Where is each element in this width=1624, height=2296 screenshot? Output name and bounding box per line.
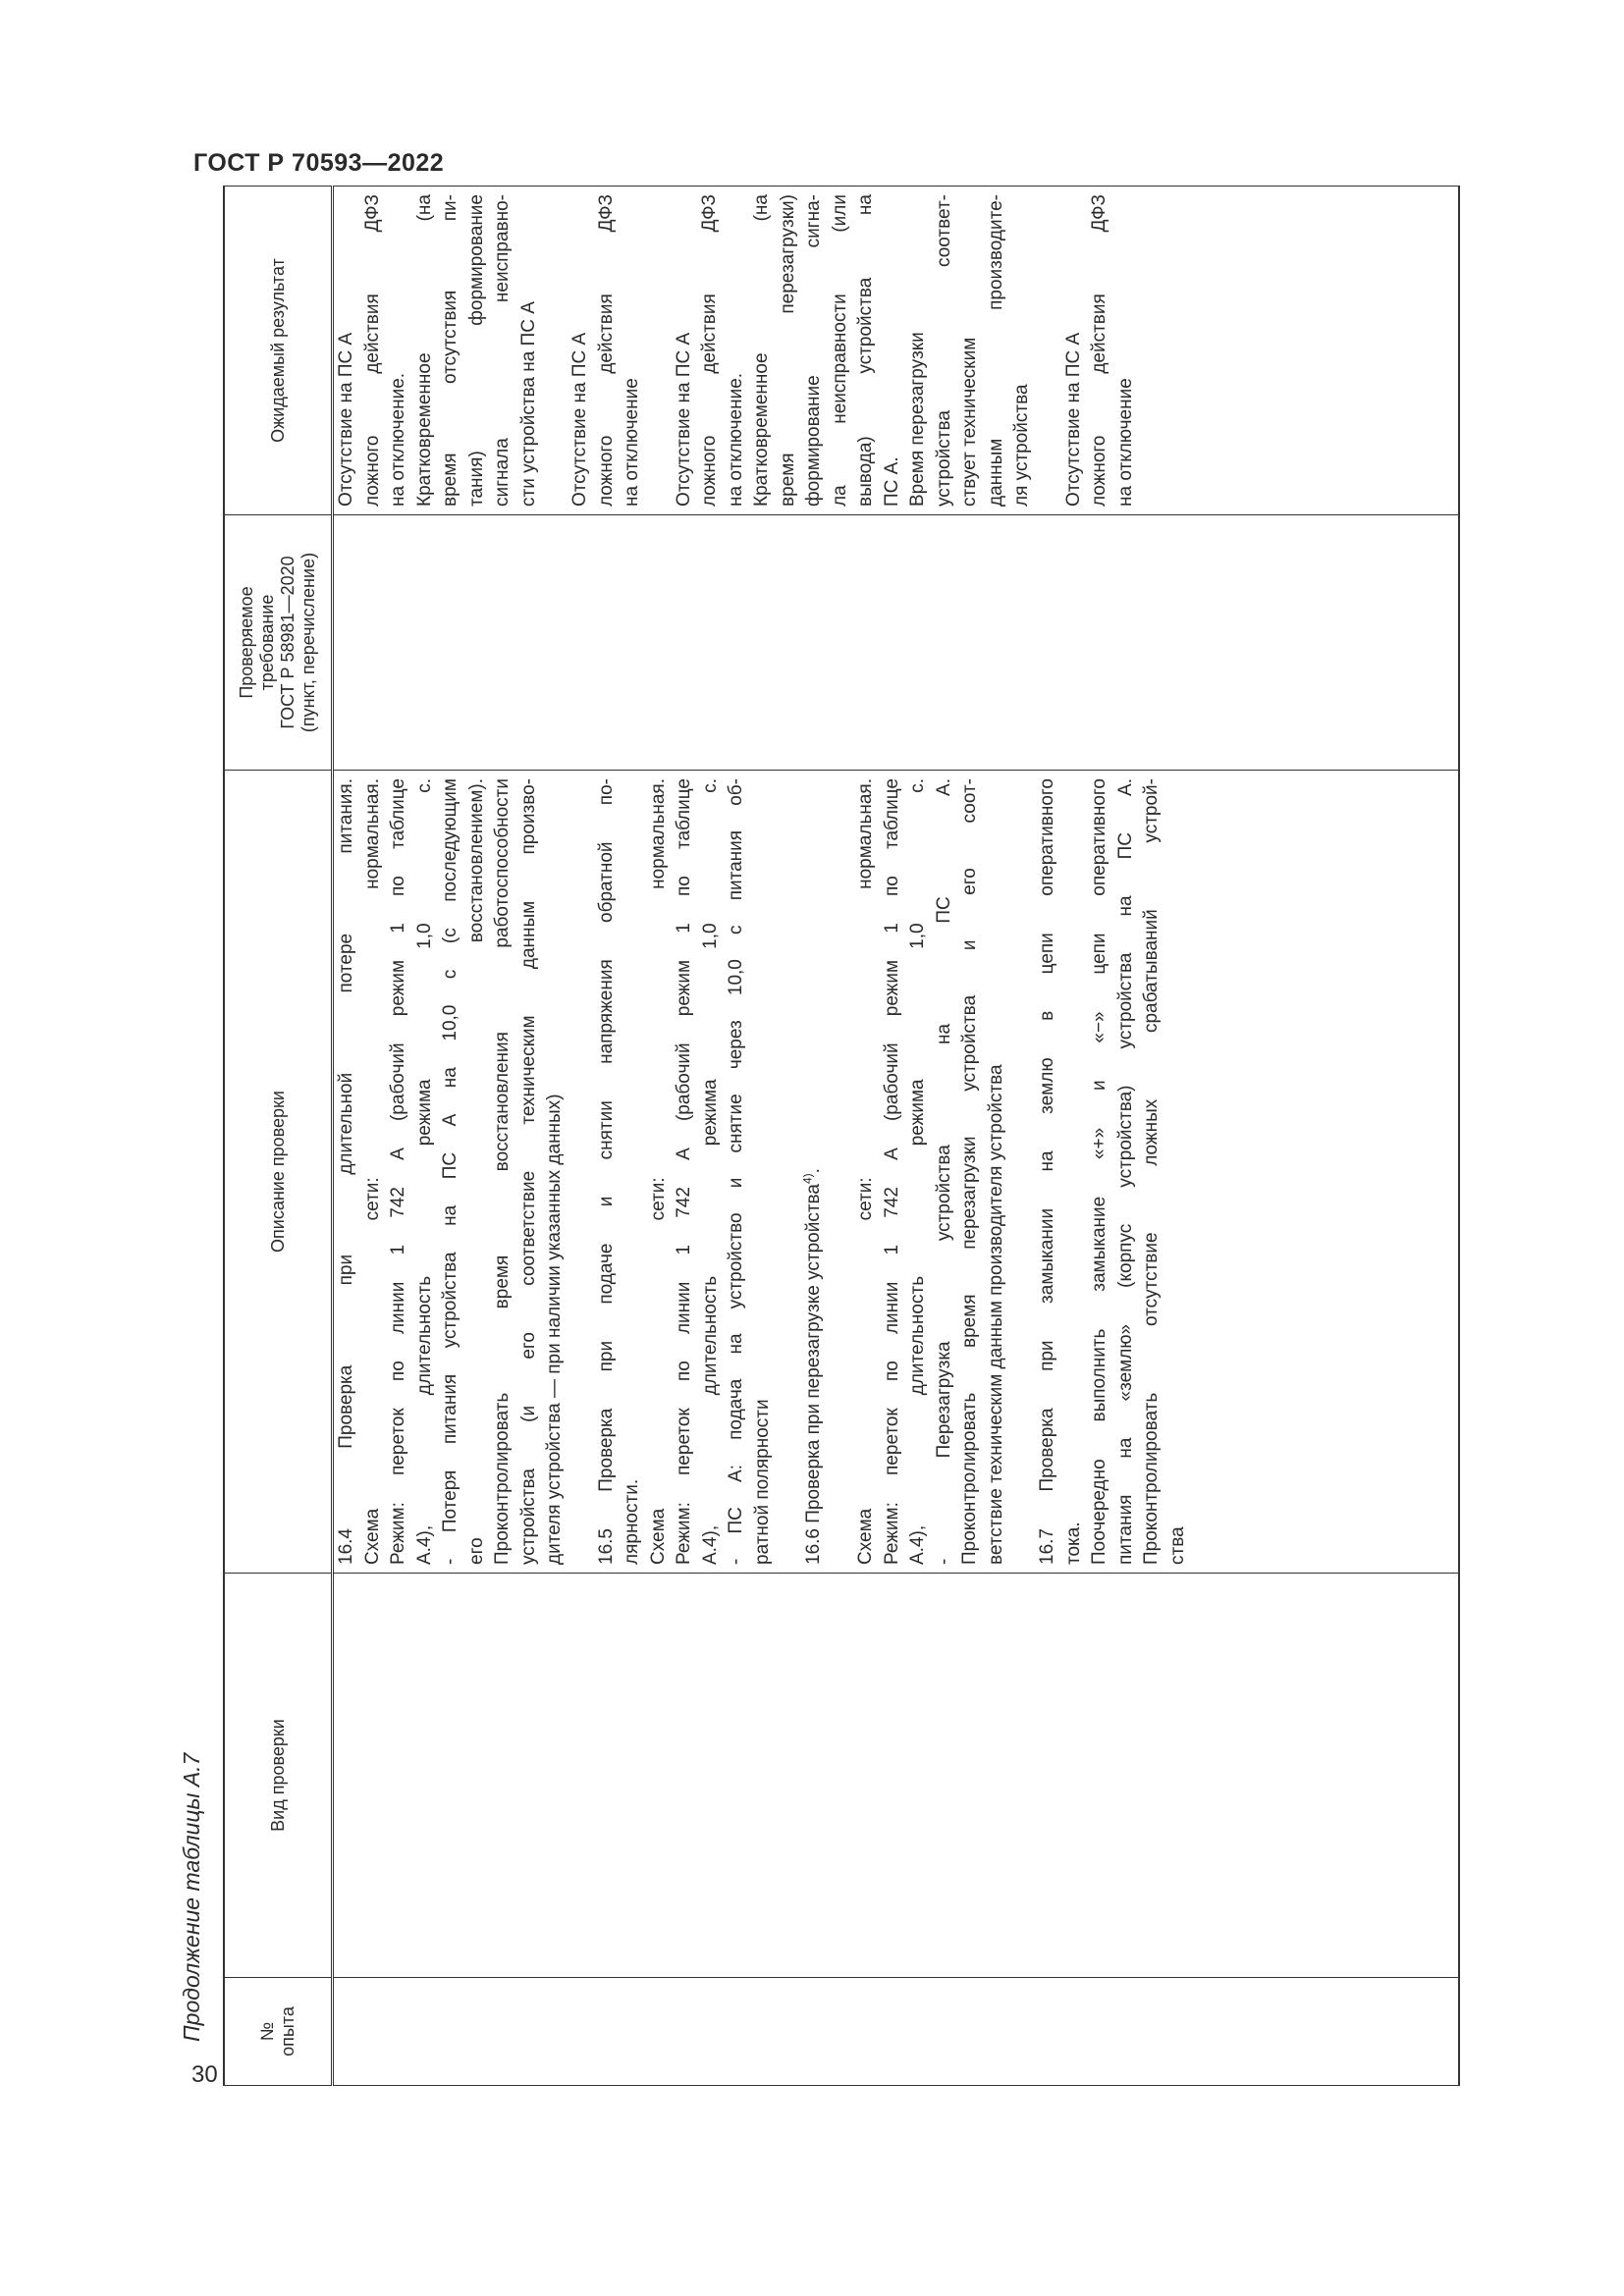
result-line: Отсутствие на ПС А (673, 332, 694, 507)
description-line: питания на «землю» (корпус устройства) устройства на ПС А. (1114, 778, 1136, 1565)
col-header-description: Описание проверки (224, 771, 333, 1574)
description-line: ства (1166, 1526, 1188, 1565)
rotated-table-container (223, 194, 1462, 2086)
result-line: тания) формирование (465, 194, 487, 507)
description-line: Проконтролировать отсутствие ложных срабатываний устрой- (1141, 778, 1162, 1565)
description-line: устройства (и его соответствие техническим данным произво- (517, 778, 539, 1565)
col-header-test-number: № опыта (224, 1978, 333, 2086)
description-line: - Потеря питания устройства на ПС А на 10,0 с (с последующим (440, 778, 460, 1565)
description-line: 16.5 Проверка при подаче и снятии напряжения обратной по- (595, 778, 617, 1565)
result-line: сигнала неисправно- (492, 194, 513, 507)
test-table (223, 186, 1460, 2086)
result-line: данным производите- (985, 194, 1006, 507)
table-caption: Продолжение таблицы А.7 (179, 1752, 204, 2042)
cell-test-type (333, 1574, 1460, 1978)
result-line: ложного действия ДФЗ (1089, 194, 1110, 507)
description-line: его восстановлением). (465, 778, 487, 1565)
result-line: Кратковременное (на (413, 194, 435, 507)
description-line: Режим: переток по линии 1 742 А (рабочий режим 1 по таблице (388, 778, 408, 1565)
result-line: ствует техническим (959, 337, 980, 507)
description-block (334, 778, 568, 1565)
result-line: устройства соответ- (933, 194, 954, 507)
description-line: Проконтролировать время перезагрузки устройства и его соот- (959, 778, 980, 1565)
description-line: Схема сети: нормальная. (855, 778, 876, 1565)
result-line: ла неисправности (или (829, 194, 850, 507)
description-line: 16.6 Проверка при перезагрузке устройства$^{4)}$. (800, 1168, 824, 1565)
result-line: время перезагрузки) (777, 194, 798, 507)
description-line: - ПС А: подача на устройство и снятие через 10,0 с питания об- (726, 778, 746, 1565)
description-line: тока. (1062, 1522, 1084, 1565)
result-line: ля устройства (1011, 384, 1032, 507)
col-header-expected-result: Ожидаемый результат (224, 187, 333, 515)
result-block (568, 194, 646, 507)
description-line: 16.7 Проверка при замыкании на землю в цепи оперативного (1037, 778, 1057, 1565)
result-line: на отключение (1114, 378, 1136, 507)
result-line: ложного действия ДФЗ (699, 194, 720, 507)
col-header-requirement: Проверяемое требование ГОСТ Р 58981—2020 (пункт, перечисление) (224, 515, 333, 771)
result-block (1061, 194, 1140, 507)
cell-requirement (333, 515, 1460, 771)
description-line: лярности. (622, 1478, 642, 1565)
result-block (672, 194, 1036, 507)
description-line: - Перезагрузка устройства на ПС А. (933, 778, 954, 1565)
result-line: Отсутствие на ПС А (1062, 332, 1084, 507)
result-line: Отсутствие на ПС А (569, 332, 590, 507)
result-line: сти устройства на ПС А (517, 301, 539, 507)
description-line: Режим: переток по линии 1 742 А (рабочий режим 1 по таблице (674, 778, 694, 1565)
description-line: ратной полярности (751, 1399, 773, 1565)
table-row (333, 187, 1460, 2086)
description-line: дителя устройства — при наличии указанных данных) (544, 1094, 565, 1565)
description-line: Схема сети: нормальная. (361, 778, 383, 1565)
description-block (801, 778, 1009, 1565)
result-line: на отключение. (725, 372, 746, 507)
result-line: время отсутствия пи- (440, 194, 460, 507)
result-block (334, 194, 542, 507)
col-header-test-type: Вид проверки (224, 1574, 333, 1978)
description-line: А.4), длительность режима 1,0 с. (907, 778, 928, 1565)
result-line: Кратковременное (на (751, 194, 772, 507)
description-block (594, 778, 777, 1565)
cell-expected-result (333, 187, 1460, 515)
result-line: ПС А. (881, 456, 902, 507)
result-line: ложного действия ДФЗ (595, 194, 617, 507)
page-number: 30 (191, 2061, 218, 2088)
description-line: Схема сети: нормальная. (647, 778, 669, 1565)
cell-test-number (333, 1978, 1460, 2086)
result-line: ложного действия ДФЗ (361, 194, 383, 507)
description-line: Проконтролировать время восстановления работоспособности (492, 778, 513, 1565)
description-line: А.4), длительность режима 1,0 с. (413, 778, 435, 1565)
result-line: формирование сигна- (803, 194, 824, 507)
description-line: А.4), длительность режима 1,0 с. (699, 778, 721, 1565)
description-line: Режим: переток по линии 1 742 А (рабочий режим 1 по таблице (881, 778, 902, 1565)
result-line: вывода) устройства на (855, 194, 876, 507)
description-block (1035, 778, 1191, 1565)
result-line: Отсутствие на ПС А (336, 332, 356, 507)
document-header: ГОСТ Р 70593—2022 (193, 149, 445, 177)
cell-description (333, 771, 1460, 1574)
footnote-mark: 4) (800, 1173, 815, 1184)
description-line (828, 778, 854, 1565)
result-line: Время перезагрузки (907, 332, 928, 507)
description-line: Поочередно выполнить замыкание «+» и «−» цепи оперативного (1089, 778, 1110, 1565)
description-line: ветствие техническим данным производителя устройства (985, 1064, 1006, 1565)
table-header-row (224, 187, 333, 2086)
result-line: на отключение. (388, 372, 408, 507)
result-line: на отключение (622, 378, 642, 507)
description-line: 16.4 Проверка при длительной потере питания. (336, 778, 356, 1565)
